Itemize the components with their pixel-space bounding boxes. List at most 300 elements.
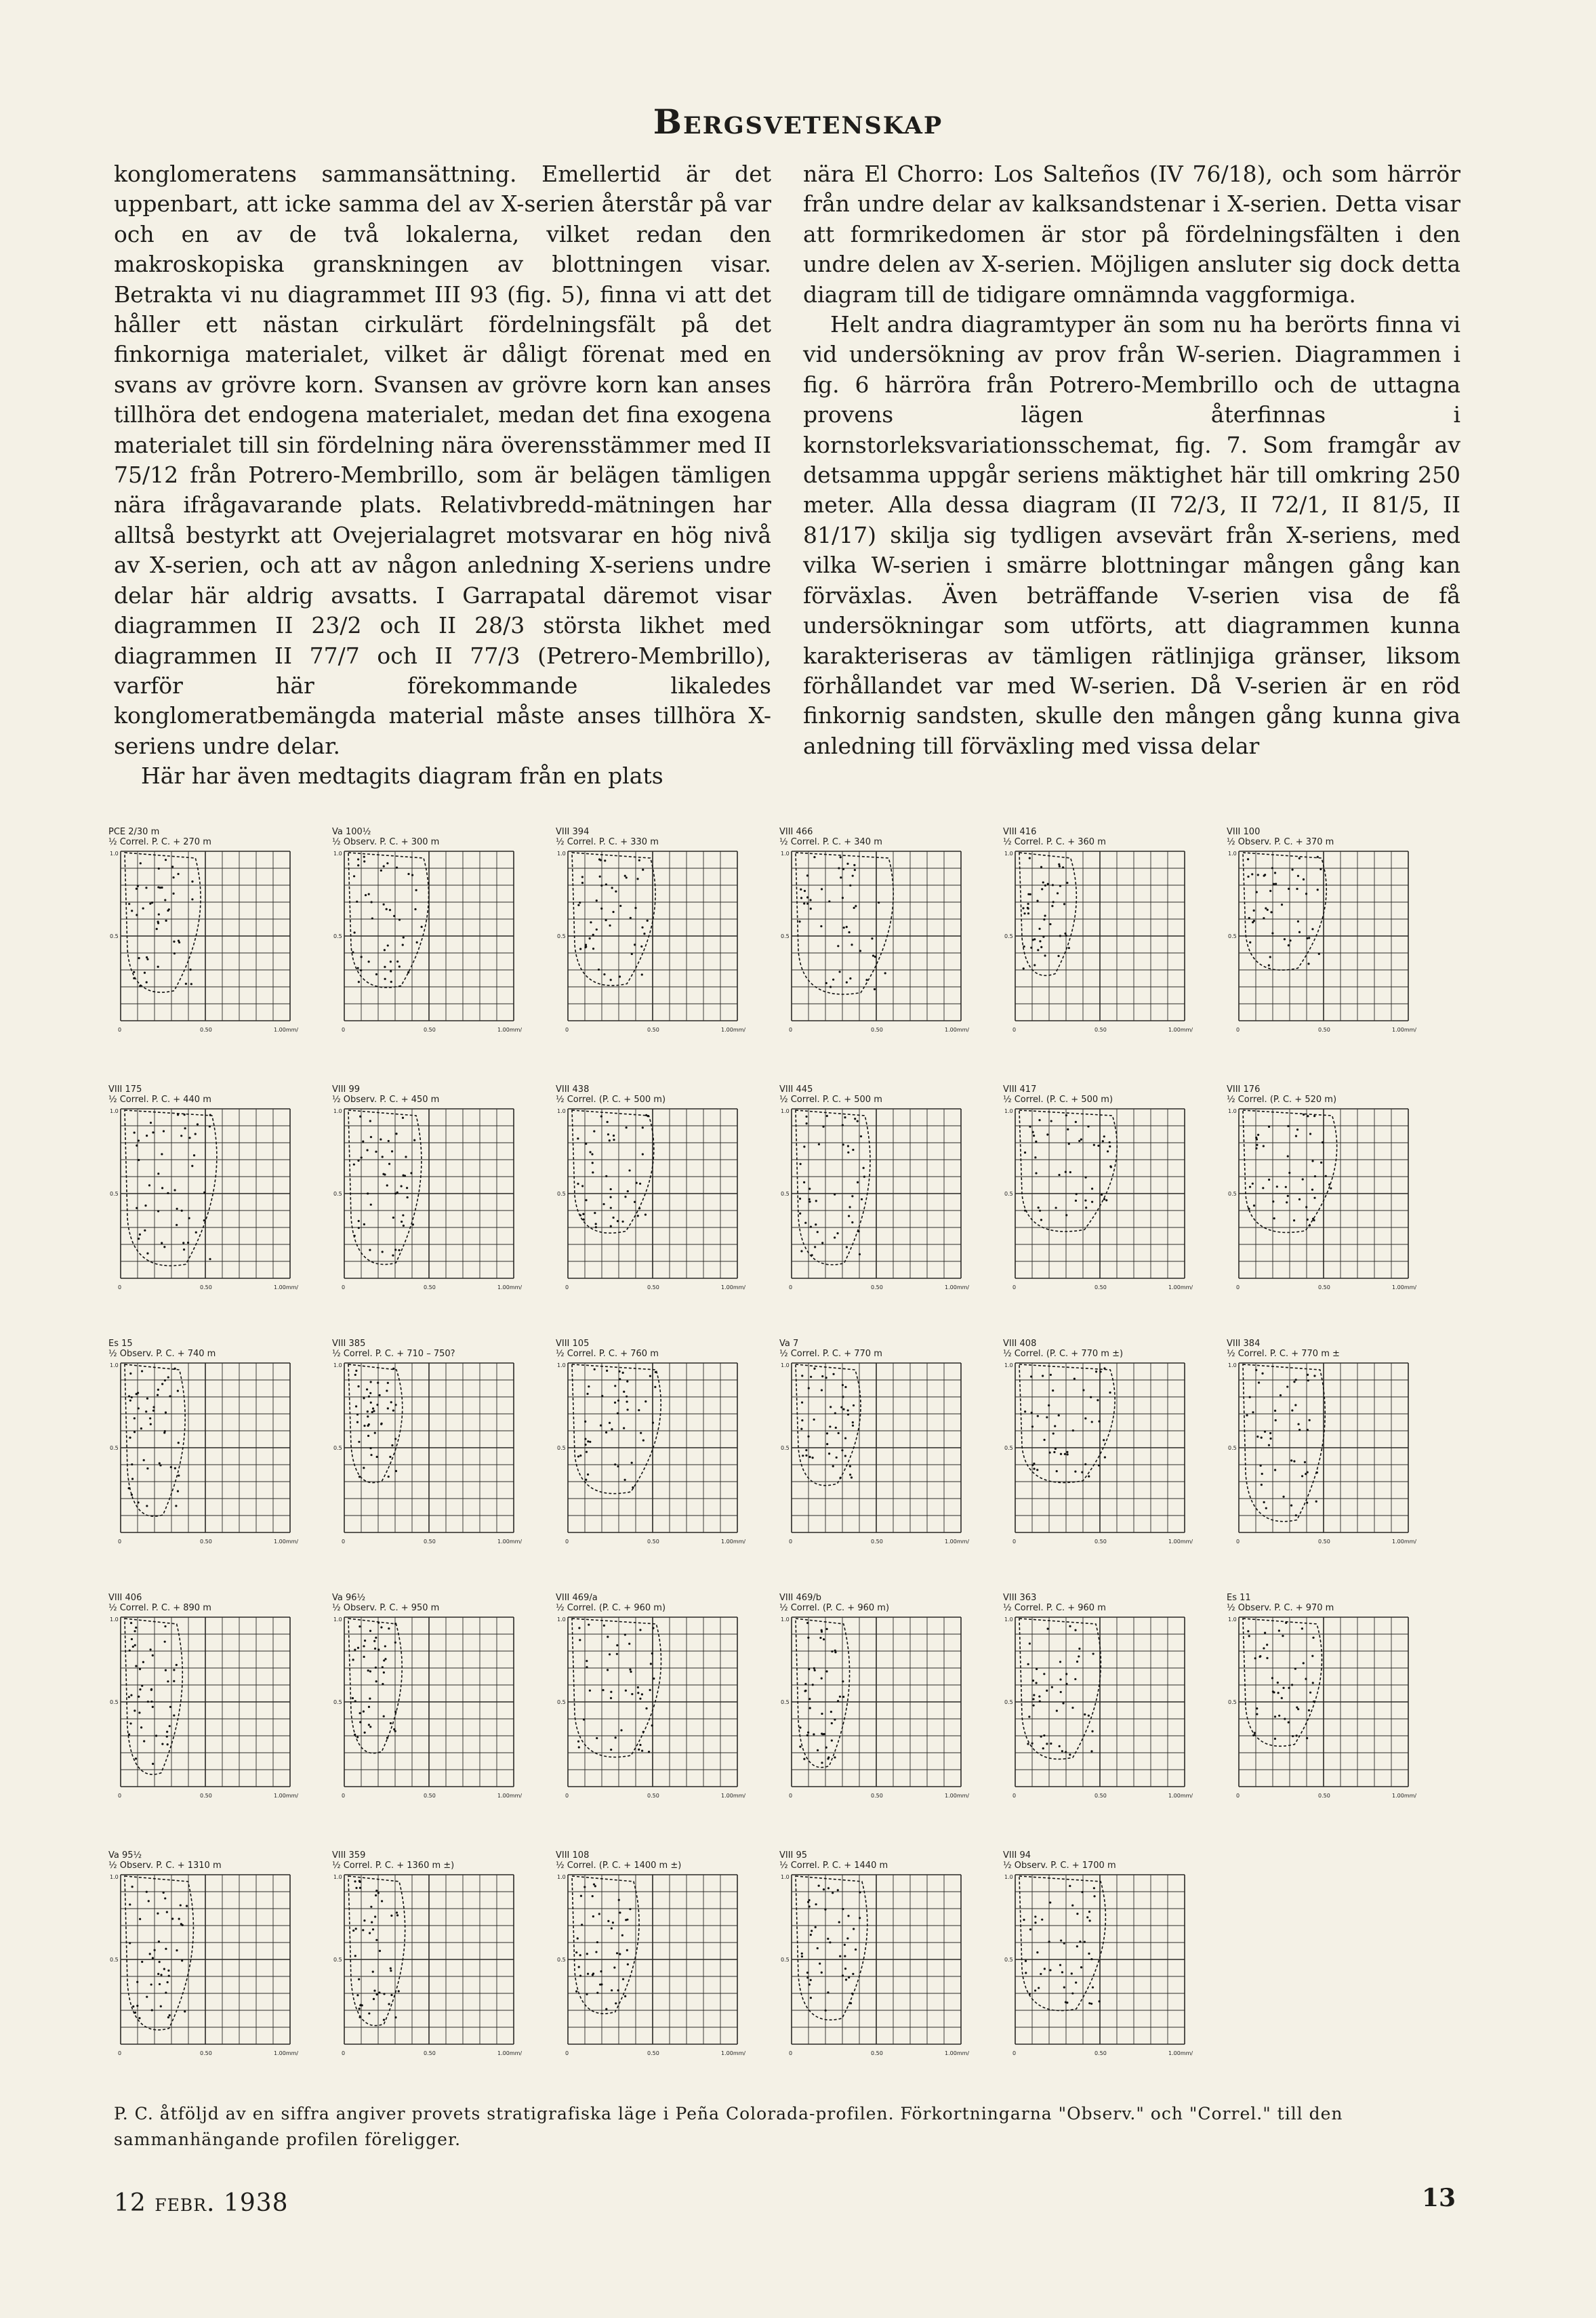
data-point [800, 889, 802, 891]
data-point [826, 1115, 828, 1117]
tick-label: 1.0 [557, 1362, 566, 1368]
tick-label: 1.00mm/ [721, 1793, 746, 1799]
data-point [386, 1389, 388, 1391]
data-point [1029, 1126, 1031, 1128]
data-point [834, 1756, 836, 1758]
data-point [807, 1732, 809, 1734]
data-point [157, 1913, 159, 1915]
data-point [390, 1915, 392, 1917]
data-point [840, 1477, 842, 1479]
diagram-label [1227, 1084, 1336, 1105]
data-point [857, 1181, 859, 1183]
data-point [831, 1650, 833, 1652]
data-point [1071, 1707, 1073, 1709]
data-point [398, 918, 401, 920]
grain-distribution-diagram [556, 827, 779, 1051]
data-point [390, 960, 392, 962]
data-point [829, 1425, 831, 1427]
data-point [157, 1210, 159, 1212]
data-point [136, 1145, 138, 1147]
data-point [1076, 1945, 1078, 1947]
tick-label: 1.00mm/ [945, 1539, 970, 1545]
data-point [134, 1132, 136, 1134]
data-point [1023, 912, 1025, 914]
data-point [368, 960, 370, 962]
data-point [591, 1153, 593, 1155]
data-point [584, 1444, 586, 1446]
data-point [819, 1962, 821, 1964]
diagram-grid-plot [556, 847, 759, 1044]
data-point [375, 973, 377, 975]
data-point [1317, 856, 1319, 858]
data-point [826, 1432, 828, 1434]
data-point [832, 979, 834, 981]
data-point [596, 1737, 598, 1739]
data-point [1090, 1958, 1092, 1960]
data-point [1036, 1668, 1038, 1670]
tick-label: 0.50 [424, 1539, 436, 1545]
diagram-position-note: ½ Observ. P. C. + 740 m [108, 1349, 216, 1359]
data-point [1247, 1630, 1249, 1632]
data-point [363, 860, 365, 862]
data-point [184, 1114, 186, 1116]
data-point [1322, 1141, 1324, 1143]
data-point [607, 1920, 609, 1922]
data-point [835, 1427, 837, 1429]
data-point [1078, 1655, 1080, 1657]
data-point [848, 1215, 850, 1217]
data-point [1029, 1642, 1031, 1644]
data-point [138, 1407, 140, 1409]
tick-label: 1.00mm/ [721, 1284, 746, 1290]
data-point [157, 966, 159, 968]
data-point [824, 1909, 826, 1911]
data-point [137, 1392, 139, 1394]
tick-label: 0 [1012, 1539, 1017, 1545]
data-point [193, 1154, 195, 1156]
data-point [368, 1396, 370, 1398]
data-point [182, 1242, 184, 1244]
distribution-outline [348, 1619, 402, 1753]
data-point [1264, 1431, 1266, 1433]
data-point [1256, 891, 1258, 893]
data-point [1295, 1379, 1297, 1381]
data-point [367, 1192, 369, 1194]
tick-label: 1.0 [1004, 1874, 1013, 1880]
data-point [809, 1200, 811, 1202]
data-point [135, 1627, 137, 1629]
data-point [585, 946, 587, 948]
data-point [1051, 905, 1053, 907]
distribution-outline [572, 1619, 661, 1757]
data-point [803, 1145, 805, 1147]
tick-label: 0.5 [333, 933, 342, 939]
tick-label: 1.0 [110, 1108, 119, 1114]
data-point [1033, 1135, 1035, 1137]
diagram-label [556, 1084, 666, 1105]
diagram-position-note: ½ Correl. P. C. + 1440 m [779, 1860, 888, 1871]
data-point [372, 1970, 374, 1972]
data-point [164, 1625, 166, 1627]
data-point [846, 926, 848, 928]
data-point [363, 1467, 365, 1469]
data-point [1308, 937, 1310, 939]
data-point [384, 1645, 386, 1647]
data-point [1035, 1682, 1037, 1684]
data-point [167, 1192, 169, 1194]
tick-label: 0 [1012, 1793, 1017, 1799]
data-point [842, 1384, 844, 1386]
data-point [197, 1123, 199, 1125]
data-point [182, 1924, 184, 1926]
data-point [129, 1437, 131, 1439]
tick-label: 0.5 [110, 933, 119, 939]
data-point [146, 1398, 148, 1400]
tick-label: 0 [565, 1793, 569, 1799]
data-point [637, 1692, 639, 1694]
data-point [1262, 1187, 1264, 1189]
data-point [131, 1638, 133, 1640]
data-point [1297, 920, 1299, 922]
data-point [836, 1457, 838, 1459]
data-point [145, 887, 147, 889]
data-point [140, 1427, 142, 1429]
data-point [836, 1232, 838, 1234]
data-point [359, 1625, 361, 1627]
tick-label: 0.5 [781, 1445, 790, 1451]
data-point [151, 2009, 153, 2011]
data-point [1296, 1128, 1298, 1131]
data-point [1047, 1627, 1049, 1629]
data-point [395, 1470, 397, 1472]
tick-label: 0.5 [1228, 1445, 1237, 1451]
data-point [383, 1659, 385, 1661]
tick-label: 1.00mm/ [1168, 1284, 1193, 1290]
grain-distribution-diagram [556, 1850, 779, 2074]
data-point [159, 887, 161, 889]
diagram-grid-plot [779, 1359, 983, 1556]
data-point [1062, 1702, 1064, 1704]
data-point [1287, 1195, 1289, 1197]
data-point [1064, 1453, 1066, 1455]
data-point [139, 1668, 141, 1670]
data-point [612, 911, 614, 913]
diagram-label [556, 1339, 659, 1359]
tick-label: 0.5 [557, 1445, 566, 1451]
data-point [821, 1713, 823, 1715]
tick-label: 1.00mm/ [497, 1027, 523, 1033]
data-point [1034, 1915, 1036, 1917]
data-point [821, 1972, 823, 1974]
data-point [834, 1236, 836, 1238]
data-point [849, 884, 851, 887]
data-point [859, 1917, 861, 1919]
data-point [185, 983, 187, 985]
data-point [627, 1190, 629, 1192]
data-point [611, 887, 613, 889]
tick-label: 1.0 [1228, 1108, 1237, 1114]
data-point [1084, 1463, 1086, 1465]
data-point [1256, 1436, 1259, 1438]
data-point [613, 1217, 615, 1219]
data-point [855, 905, 857, 907]
data-point [611, 1927, 613, 1929]
data-point [638, 1749, 640, 1751]
data-point [1028, 1715, 1030, 1717]
diagram-position-note: ½ Observ. P. C. + 1310 m [108, 1860, 222, 1871]
data-point [628, 1643, 630, 1645]
data-point [1293, 1460, 1295, 1462]
data-point [871, 937, 873, 939]
data-point [624, 875, 626, 877]
tick-label: 1.0 [1004, 1108, 1013, 1114]
data-point [617, 1220, 619, 1222]
data-point [132, 1646, 134, 1648]
diagram-label [779, 827, 882, 847]
data-point [1046, 1743, 1048, 1745]
data-point [412, 1223, 414, 1225]
data-point [169, 2014, 171, 2016]
data-point [414, 908, 416, 910]
data-point [1027, 907, 1029, 909]
data-point [1295, 1135, 1297, 1137]
data-point [184, 2010, 186, 2012]
diagram-position-note: ½ Correl. P. C. + 890 m [108, 1603, 211, 1613]
data-point [368, 1706, 370, 1708]
data-point [401, 1221, 403, 1223]
data-point [846, 1246, 848, 1248]
diagram-grid-plot [332, 1871, 535, 2067]
data-point [1278, 1715, 1280, 1717]
tick-label: 1.0 [781, 1616, 790, 1623]
data-point [1090, 1750, 1092, 1752]
data-point [645, 1707, 647, 1709]
data-point [173, 1669, 175, 1671]
data-point [1038, 1695, 1040, 1697]
data-point [579, 1975, 581, 1977]
diagram-label [1003, 1850, 1116, 1871]
data-point [380, 1626, 382, 1628]
diagram-label [556, 1593, 666, 1613]
data-point [1268, 1126, 1270, 1128]
data-point [617, 1412, 619, 1415]
data-point [171, 866, 173, 868]
data-point [152, 1763, 154, 1765]
data-point [1084, 1417, 1086, 1419]
data-point [388, 1163, 390, 1165]
data-point [361, 1156, 363, 1158]
diagram-sample-id: Va 100½ [332, 827, 371, 837]
data-point [415, 889, 417, 891]
tick-label: 1.00mm/ [1168, 1027, 1193, 1033]
data-point [815, 1200, 817, 1202]
data-point [132, 2006, 134, 2008]
data-point [142, 908, 144, 910]
data-point [1039, 1210, 1041, 1212]
data-point [163, 1968, 165, 1970]
data-point [1065, 935, 1067, 937]
data-point [604, 859, 606, 861]
data-point [806, 874, 809, 876]
data-point [152, 1410, 155, 1412]
diagram-sample-id: VIII 469/a [556, 1593, 598, 1603]
data-point [577, 1137, 579, 1139]
data-point [834, 1412, 836, 1414]
data-point [363, 1223, 365, 1225]
diagram-position-note: ½ Correl. (P. C. + 960 m) [556, 1603, 666, 1613]
data-point [1056, 1710, 1058, 1712]
data-point [1273, 1691, 1275, 1693]
data-point [359, 2008, 361, 2010]
data-point [382, 1666, 384, 1668]
data-point [394, 1192, 396, 1194]
data-point [810, 1997, 812, 1999]
data-point [1068, 1143, 1070, 1145]
data-point [636, 1182, 638, 1184]
distribution-outline [796, 1364, 861, 1486]
data-point [1109, 1145, 1111, 1147]
data-point [1271, 1677, 1273, 1679]
data-point [390, 1968, 392, 1970]
data-point [402, 944, 404, 946]
data-point [203, 1219, 205, 1221]
data-point [847, 1152, 849, 1154]
data-point [138, 1238, 140, 1240]
data-point [165, 920, 167, 922]
data-point [180, 1135, 182, 1137]
tick-label: 0 [789, 1284, 793, 1290]
data-point [149, 903, 151, 905]
diagram-label [556, 827, 659, 847]
tick-label: 0.5 [557, 933, 566, 939]
diagram-label [1003, 827, 1106, 847]
data-point [825, 982, 827, 984]
data-point [1103, 1439, 1105, 1441]
data-point [129, 1942, 131, 1944]
distribution-outline [125, 1619, 182, 1774]
data-point [806, 903, 809, 905]
tick-label: 1.00mm/ [274, 1539, 299, 1545]
data-point [834, 1194, 836, 1196]
data-point [355, 1928, 357, 1930]
tick-label: 0 [342, 1793, 346, 1799]
data-point [622, 1372, 624, 1374]
data-point [1252, 1183, 1254, 1185]
data-point [840, 876, 842, 878]
data-point [600, 908, 602, 910]
data-point [1088, 1953, 1090, 1955]
tick-label: 0.50 [200, 1539, 212, 1545]
tick-label: 0.50 [647, 1539, 659, 1545]
data-point [131, 1886, 134, 1888]
data-point [168, 908, 170, 910]
data-point [865, 979, 867, 981]
data-point [1309, 1133, 1311, 1135]
data-point [616, 1644, 618, 1646]
data-point [1294, 1404, 1296, 1406]
data-point [620, 1729, 622, 1731]
data-point [839, 1955, 841, 1957]
data-point [143, 1740, 145, 1742]
diagram-sample-id: VIII 466 [779, 827, 813, 837]
data-point [1044, 954, 1046, 956]
data-point [1286, 1201, 1288, 1203]
data-point [1052, 1389, 1054, 1391]
grain-distribution-diagram [779, 827, 1003, 1051]
data-point [362, 1929, 364, 1931]
diagram-grid-plot [108, 1871, 312, 2067]
tick-label: 0.5 [1228, 933, 1237, 939]
data-point [1256, 1144, 1258, 1146]
data-point [129, 1903, 131, 1905]
data-point [157, 1394, 159, 1396]
data-point [359, 1887, 361, 1889]
data-point [384, 966, 386, 968]
data-point [1263, 1145, 1265, 1147]
data-point [356, 1994, 359, 1996]
data-point [810, 1226, 812, 1228]
data-point [799, 1726, 801, 1728]
diagram-label [332, 1084, 439, 1105]
data-point [1297, 1423, 1299, 1425]
diagram-sample-id: VIII 384 [1227, 1339, 1261, 1349]
diagram-label [332, 1850, 454, 1871]
data-point [1065, 1214, 1067, 1216]
data-point [823, 1638, 825, 1640]
data-point [136, 888, 138, 890]
data-point [642, 1126, 644, 1128]
data-point [391, 1444, 393, 1446]
data-point [375, 1680, 377, 1682]
data-point [383, 1715, 385, 1717]
data-point [852, 1421, 854, 1423]
tick-label: 0.50 [647, 1793, 659, 1799]
distribution-outline [348, 1876, 405, 2026]
data-point [1320, 1162, 1322, 1164]
data-point [1023, 946, 1025, 948]
data-point [353, 931, 355, 933]
data-point [1058, 863, 1060, 866]
tick-label: 1.00mm/ [497, 1284, 523, 1290]
data-point [1297, 1708, 1299, 1710]
tick-label: 0.5 [333, 1957, 342, 1963]
distribution-outline [796, 853, 893, 994]
data-point [406, 1187, 408, 1189]
tick-label: 0.5 [557, 1957, 566, 1963]
data-point [827, 1991, 829, 1993]
data-point [1060, 1691, 1062, 1693]
data-point [592, 1895, 594, 1897]
tick-label: 1.0 [557, 851, 566, 857]
data-point [159, 1462, 161, 1464]
data-point [152, 1706, 154, 1708]
diagram-sample-id: VIII 100 [1227, 827, 1261, 837]
data-point [1325, 1175, 1327, 1177]
distribution-outline [125, 1876, 193, 2030]
data-point [386, 1184, 388, 1186]
data-point [1316, 1471, 1318, 1473]
data-point [163, 1892, 165, 1894]
data-point [622, 1978, 624, 1980]
data-point [379, 1950, 381, 1952]
data-point [1314, 1175, 1316, 1177]
data-point [847, 1145, 849, 1147]
data-point [1080, 1966, 1082, 1968]
data-point [1277, 1692, 1280, 1694]
data-point [1306, 937, 1308, 939]
data-point [1030, 947, 1032, 949]
data-point [128, 1395, 130, 1397]
